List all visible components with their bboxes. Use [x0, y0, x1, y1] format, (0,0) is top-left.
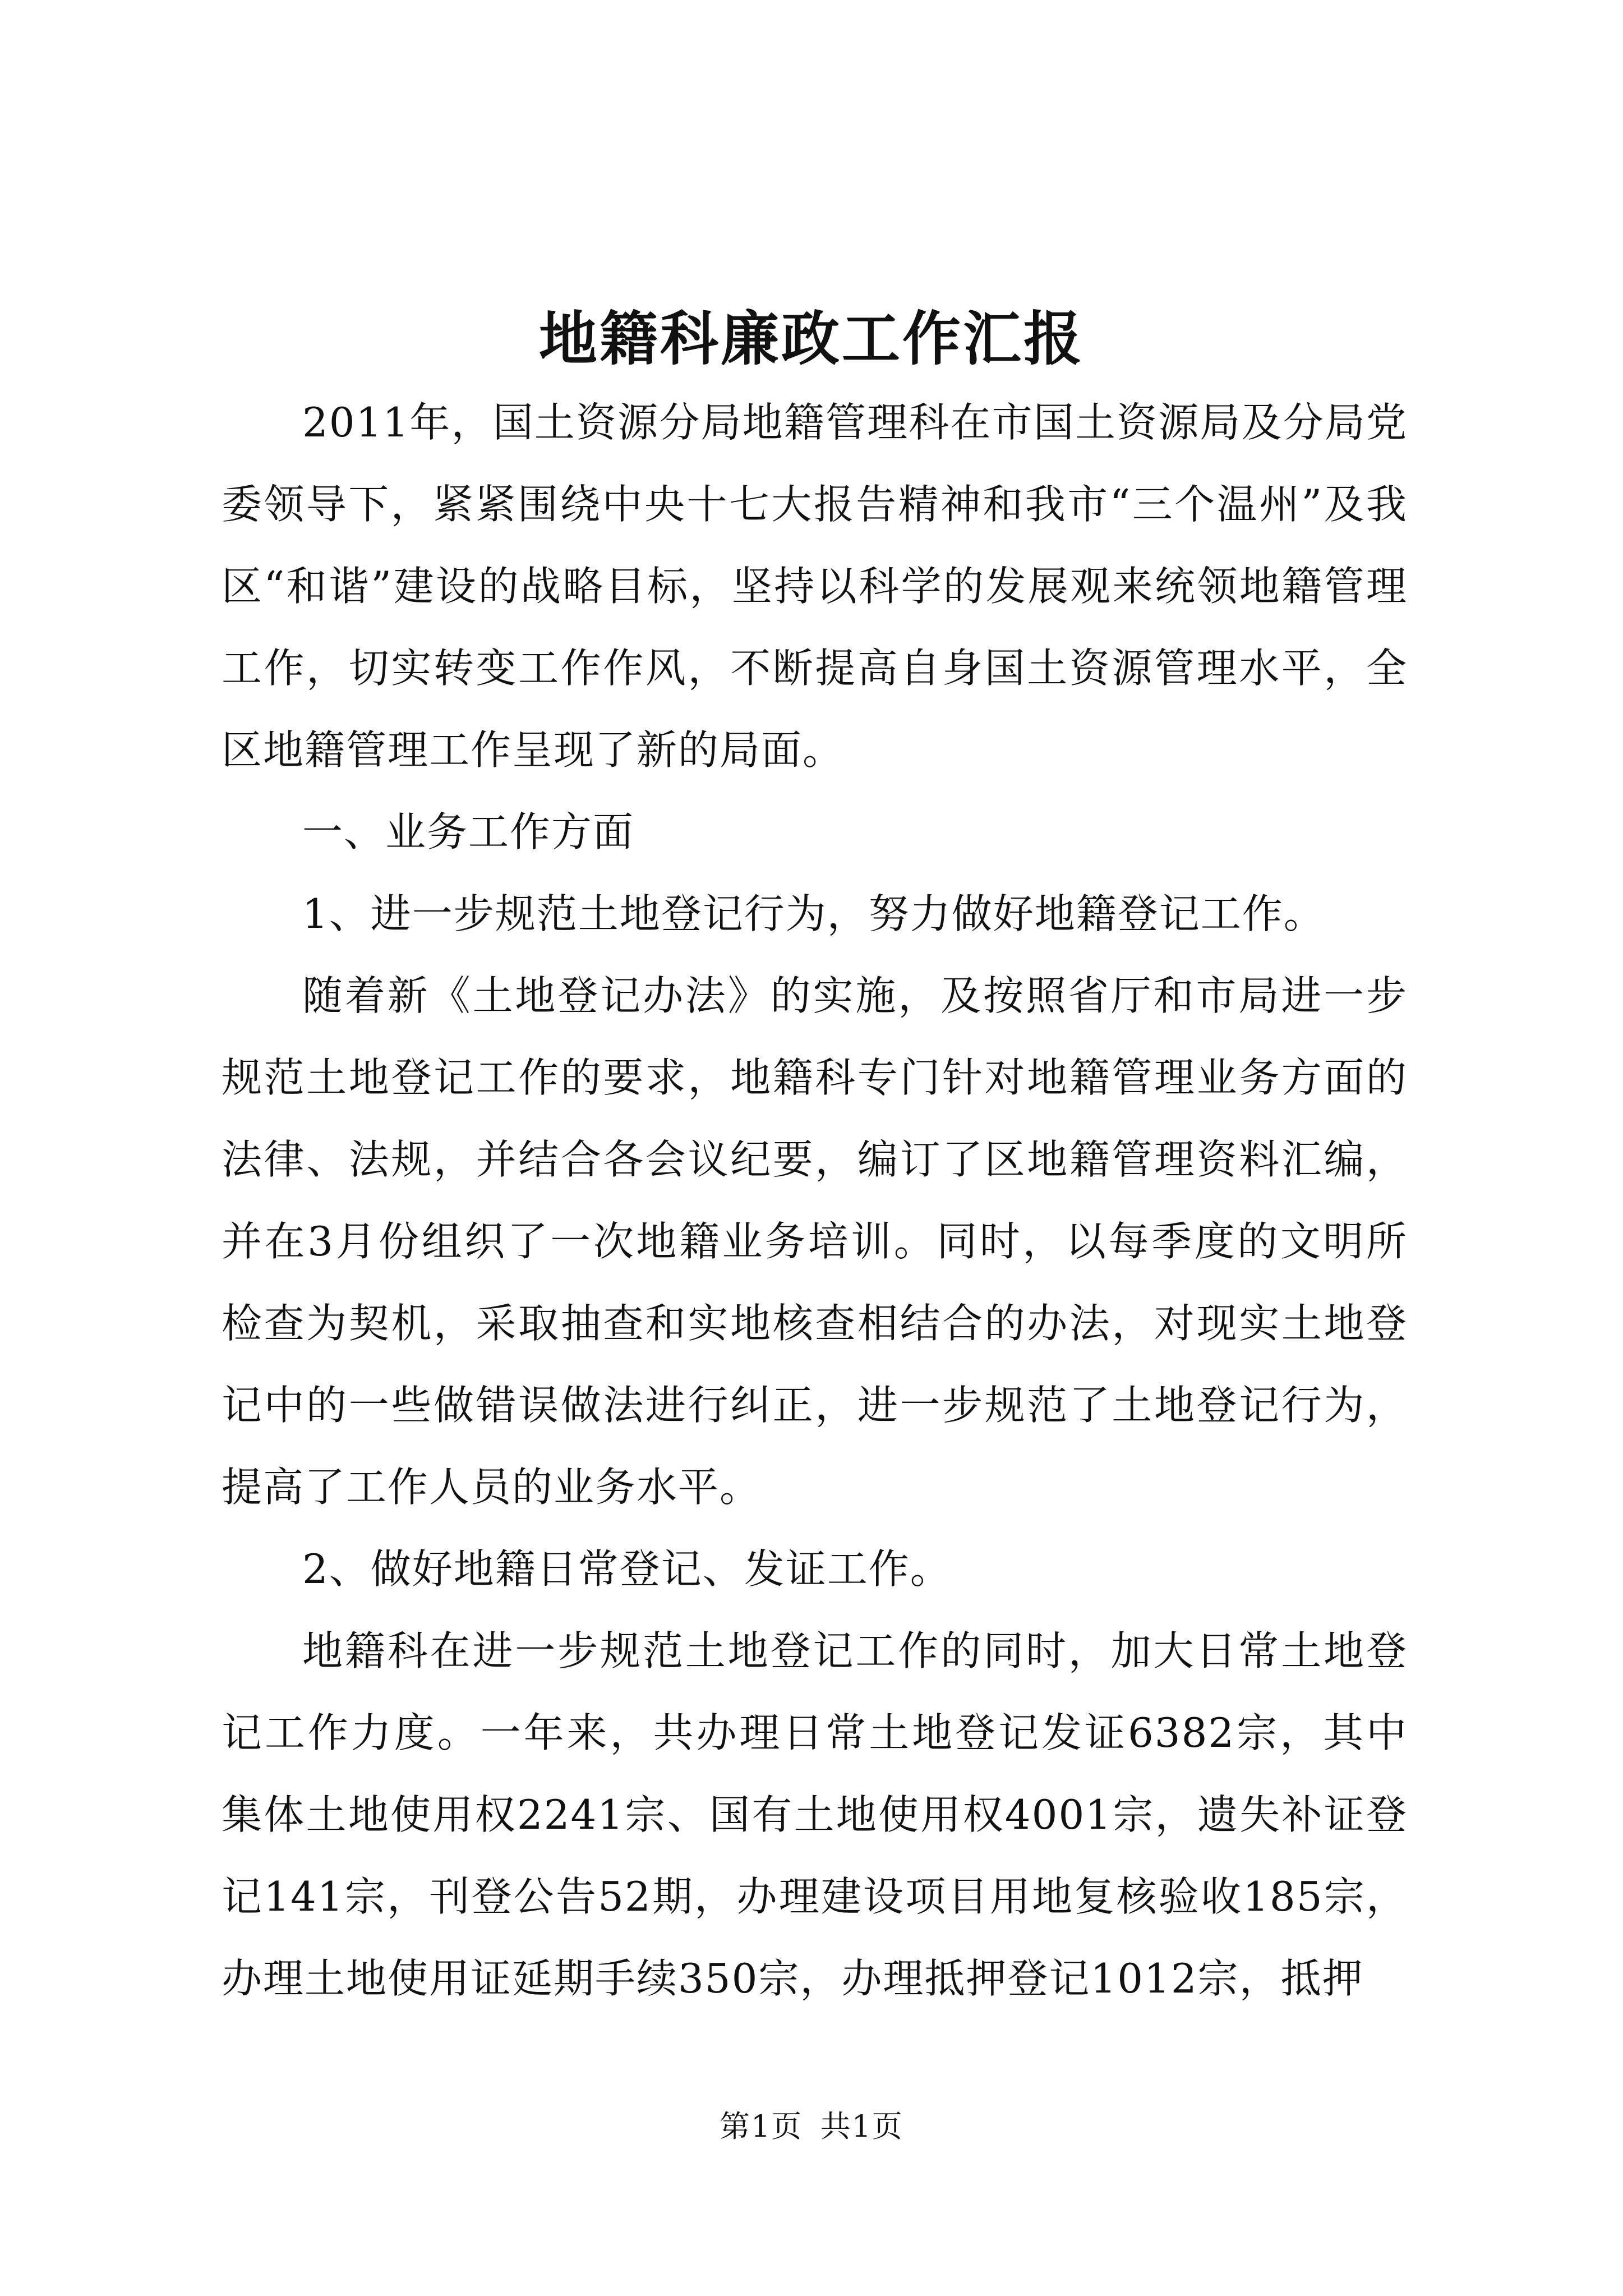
current-page-label: 第1页 — [720, 2109, 803, 2144]
body-paragraph: 2011年，国土资源分局地籍管理科在市国土资源局及分局党委领导下，紧紧围绕中央十七大报告精神和我市“三个温州”及我区“和谐”建设的战略目标，坚持以科学的发展观来统领地籍管理工作，切实转变工作作风，不断提高自身国土资源管理水平，全区地籍管理工作呈现了新的局面。 — [222, 399, 1408, 774]
document-body — [222, 381, 1408, 2019]
body-paragraph: 随着新《土地登记办法》的实施，及按照省厅和市局进一步规范土地登记工作的要求，地籍科专门针对地籍管理业务方面的法律、法规，并结合各会议纪要，编订了区地籍管理资料汇编，并在3月份组织了一次地籍业务培训。同时，以每季度的文明所检查为契机，采取抽查和实地核查相结合的办法，对现实土地登记中的一些做错误做法进行纠正，进一步规范了土地登记行为，提高了工作人员的业务水平。 — [222, 972, 1408, 1511]
body-paragraph: 地籍科在进一步规范土地登记工作的同时，加大日常土地登记工作力度。一年来，共办理日常土地登记发证6382宗，其中集体土地使用权2241宗、国有土地使用权4001宗，遗失补证登记141宗，刊登公告52期，办理建设项目用地复核验收185宗，办理土地使用证延期手续350宗，办理抵押登记1012宗，抵押 — [222, 1627, 1408, 2002]
document-title: 地籍科廉政工作汇报 — [538, 304, 1084, 373]
subsection-heading: 1、进一步规范土地登记行为，努力做好地籍登记工作。 — [302, 890, 1325, 937]
subsection-heading: 2、做好地籍日常登记、发证工作。 — [302, 1545, 952, 1593]
page-footer — [0, 2102, 1623, 2146]
total-pages-label: 共1页 — [820, 2109, 903, 2144]
section-heading: 一、业务工作方面 — [302, 808, 635, 855]
